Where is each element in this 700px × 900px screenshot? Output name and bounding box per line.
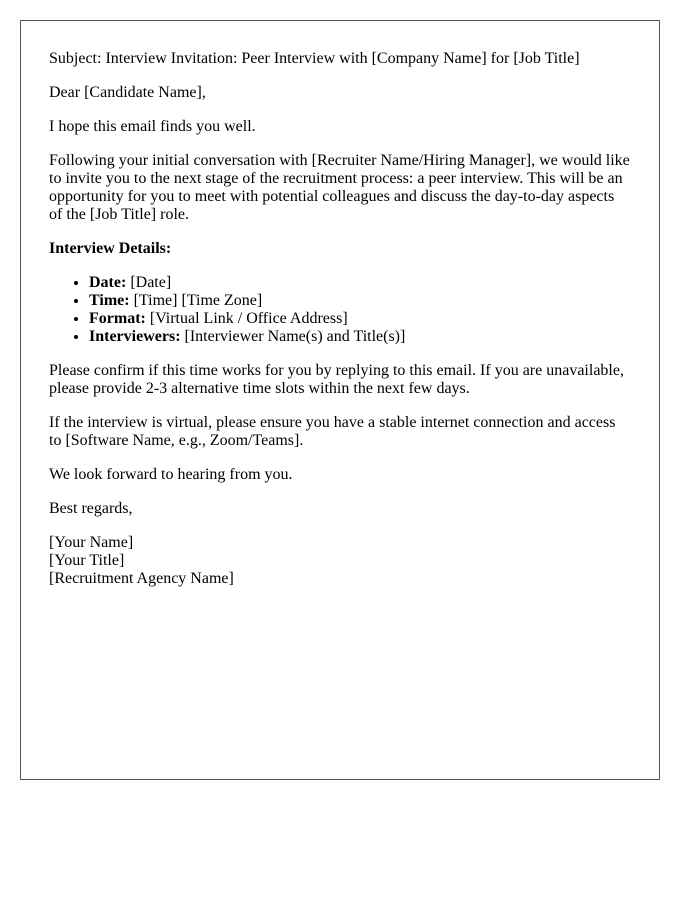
detail-item-time	[89, 292, 631, 310]
email-subject: Subject: Interview Invitation: Peer Interview with [Company Name] for [Job Title]	[49, 50, 580, 67]
detail-value: [Interviewer Name(s) and Title(s)]	[184, 328, 406, 345]
detail-label: Interviewers:	[89, 328, 181, 345]
confirm-paragraph: Please confirm if this time works for you by replying to this email. If you are unavailable, please provide 2-3 alternative time slots within the next few days.	[49, 362, 624, 397]
detail-item-date	[89, 274, 631, 292]
detail-item-interviewers	[89, 328, 631, 346]
detail-label: Format:	[89, 310, 146, 327]
interview-details-list	[49, 274, 631, 346]
detail-item-format	[89, 310, 631, 328]
virtual-paragraph: If the interview is virtual, please ensure you have a stable internet connection and access to [Software Name, e.g., Zoom/Teams].	[49, 414, 616, 449]
interview-details-heading: Interview Details:	[49, 240, 172, 257]
signature-block	[49, 534, 631, 588]
detail-label: Date:	[89, 274, 127, 291]
signature-agency: [Recruitment Agency Name]	[49, 570, 234, 587]
closing-line: We look forward to hearing from you.	[49, 466, 293, 483]
email-body-paragraph: Following your initial conversation with [Recruiter Name/Hiring Manager], we would like to invite you to the next stage of the recruitment process: a peer interview. This will be an opportunity for you to meet with potential colleagues and discuss the day-to-day aspects of the [Job Title] role.	[49, 152, 630, 223]
signature-name: [Your Name]	[49, 534, 134, 551]
detail-value: [Time] [Time Zone]	[133, 292, 263, 309]
detail-value: [Virtual Link / Office Address]	[149, 310, 348, 327]
detail-label: Time:	[89, 292, 130, 309]
email-greeting: Dear [Candidate Name],	[49, 84, 206, 101]
detail-value: [Date]	[130, 274, 172, 291]
sign-off: Best regards,	[49, 500, 133, 517]
signature-title: [Your Title]	[49, 552, 125, 569]
email-letter	[20, 20, 660, 780]
email-intro: I hope this email finds you well.	[49, 118, 256, 135]
